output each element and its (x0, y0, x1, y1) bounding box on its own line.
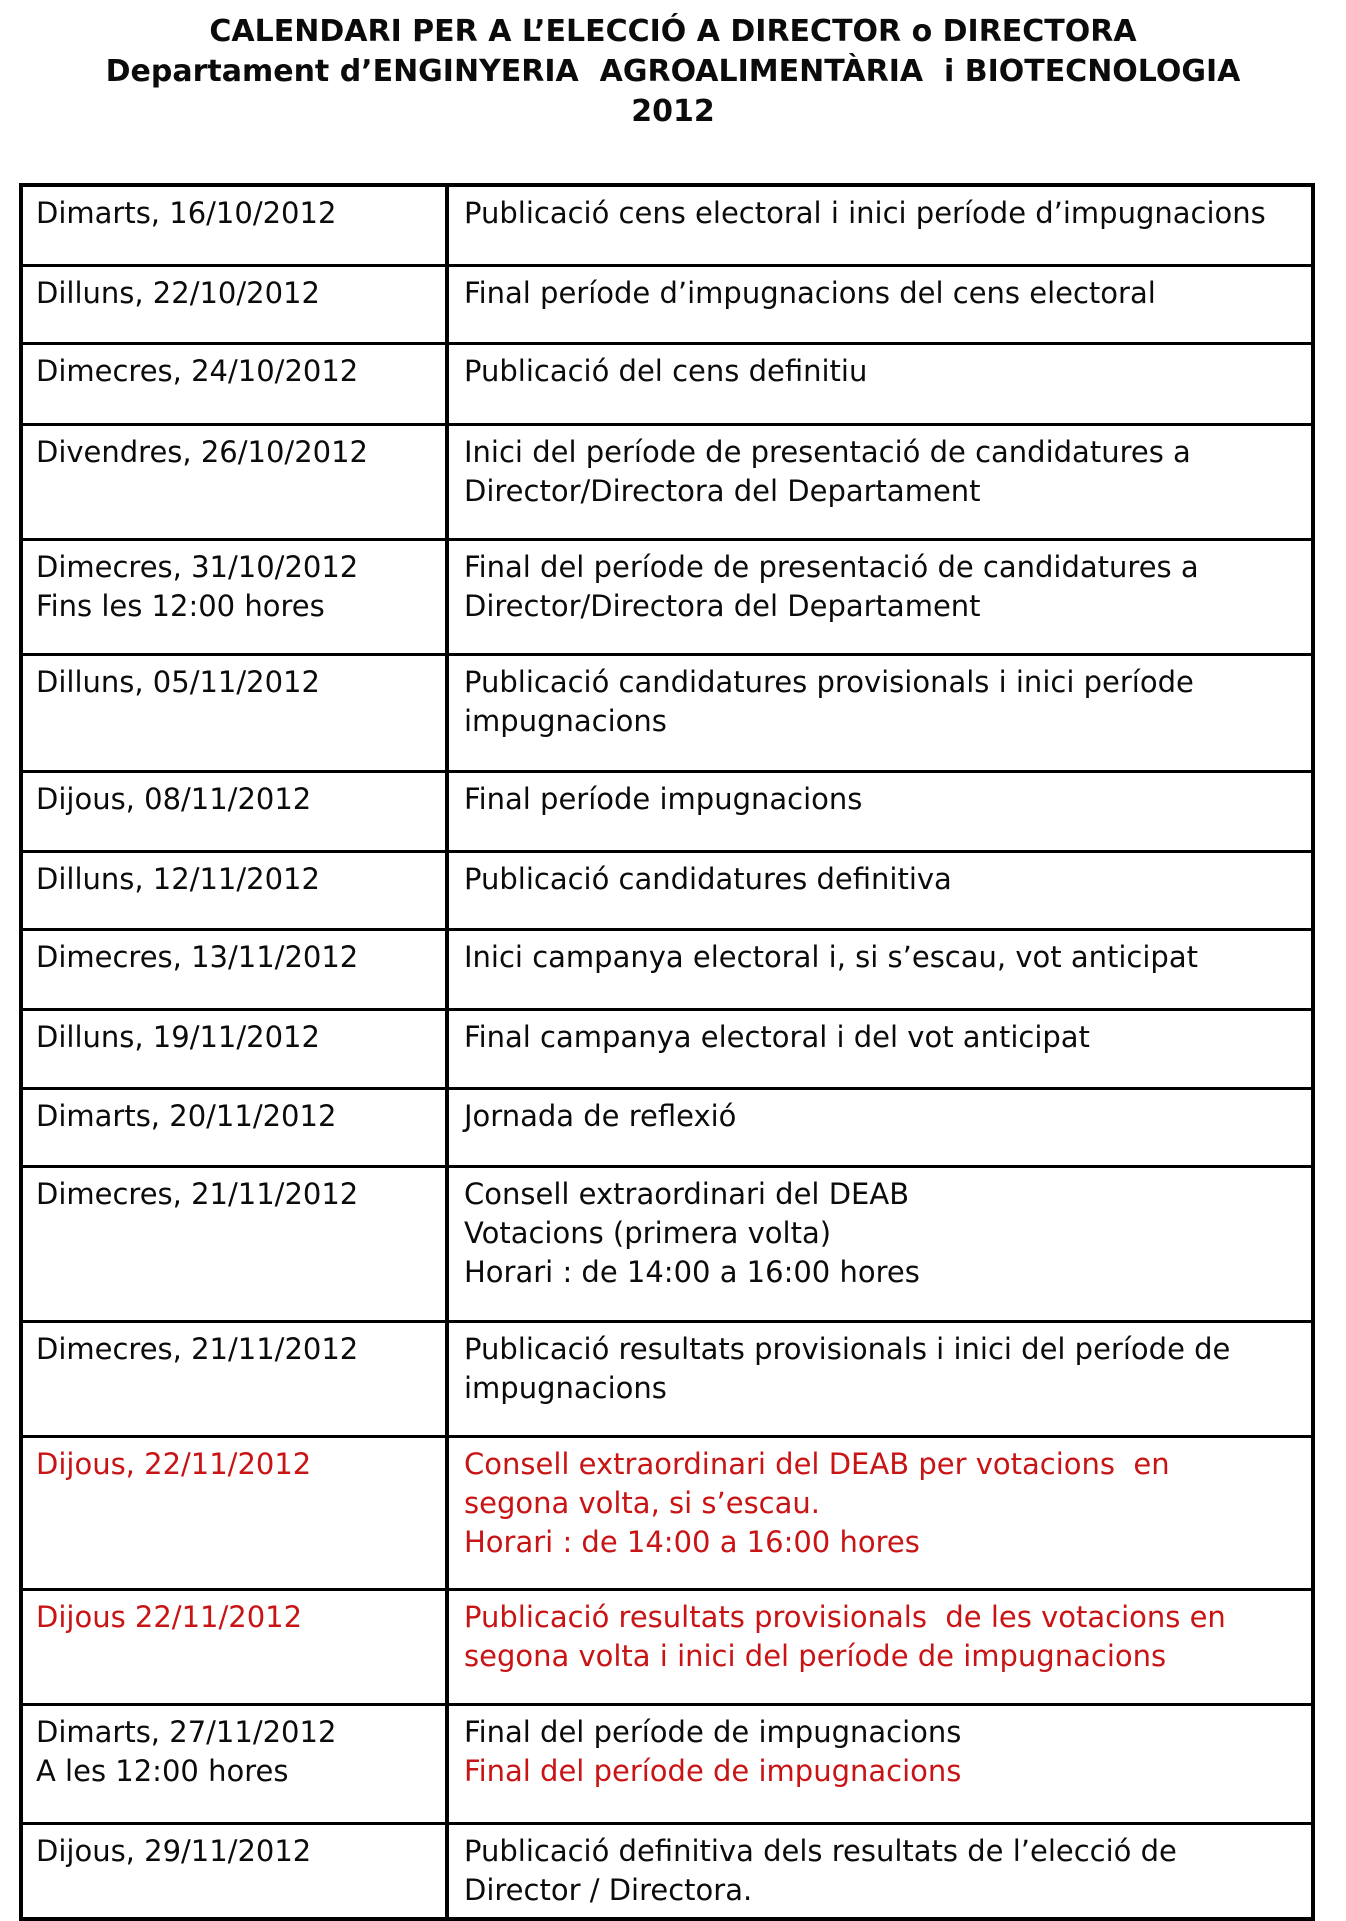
event-line: Inici campanya electoral i, si s’escau, vot anticipat (464, 939, 1198, 974)
event-line: Consell extraordinari del DEAB per votacions en (464, 1446, 1170, 1481)
date-cell (21, 851, 447, 929)
table-row (21, 343, 1313, 424)
date-cell (21, 1009, 447, 1088)
table-row (21, 1823, 1313, 1919)
table-row (21, 1589, 1313, 1704)
event-cell (447, 654, 1313, 771)
date-cell (21, 1436, 447, 1589)
date-line: Dilluns, 12/11/2012 (36, 861, 320, 896)
event-line: Publicació definitiva dels resultats de l’elecció de (464, 1833, 1177, 1868)
event-cell (447, 1704, 1313, 1823)
event-line: Publicació resultats provisionals i inici del període de (464, 1331, 1231, 1366)
event-line: Votacions (primera volta) (464, 1215, 832, 1250)
date-line: Dijous, 22/11/2012 (36, 1446, 312, 1481)
event-line: Director/Directora del Departament (464, 588, 981, 623)
event-line: Final del període de impugnacions (464, 1714, 962, 1749)
event-cell (447, 539, 1313, 654)
event-cell (447, 185, 1313, 265)
event-line: Horari : de 14:00 a 16:00 hores (464, 1254, 920, 1289)
event-line: Publicació del cens definitiu (464, 353, 868, 388)
event-cell (447, 1321, 1313, 1436)
table-row (21, 1009, 1313, 1088)
event-line: Final del període de presentació de candidatures a (464, 549, 1199, 584)
event-line: Publicació cens electoral i inici període d’impugnacions (464, 196, 1266, 230)
table-row (21, 1088, 1313, 1166)
date-cell (21, 185, 447, 265)
date-cell (21, 265, 447, 343)
table-row (21, 929, 1313, 1009)
date-cell (21, 654, 447, 771)
event-line: Publicació resultats provisionals de les votacions en (464, 1599, 1226, 1634)
date-line: Dimecres, 21/11/2012 (36, 1331, 359, 1366)
event-line: Inici del període de presentació de candidatures a (464, 434, 1191, 469)
event-cell (447, 929, 1313, 1009)
date-line: Dimarts, 16/10/2012 (36, 196, 337, 230)
date-cell (21, 1321, 447, 1436)
event-cell (447, 1166, 1313, 1321)
date-line: Dimecres, 24/10/2012 (36, 353, 359, 388)
date-line: Dijous, 29/11/2012 (36, 1833, 312, 1868)
document-title-line-1: CALENDARI PER A L’ELECCIÓ A DIRECTOR o DIRECTORA (209, 14, 1137, 49)
table-row (21, 771, 1313, 851)
calendar-table-body (21, 185, 1313, 1919)
table-row (21, 1436, 1313, 1589)
event-line: segona volta i inici del període de impugnacions (464, 1638, 1167, 1673)
date-cell (21, 424, 447, 539)
event-cell (447, 1589, 1313, 1704)
calendar-table (19, 183, 1315, 1921)
document-title-line-2: Departament d’ENGINYERIA AGROALIMENTÀRIA i BIOTECNOLOGIA (105, 54, 1241, 89)
date-cell (21, 539, 447, 654)
date-cell (21, 929, 447, 1009)
event-cell (447, 343, 1313, 424)
date-line: Dilluns, 22/10/2012 (36, 275, 320, 310)
table-row (21, 1166, 1313, 1321)
date-line: Dijous 22/11/2012 (36, 1599, 303, 1634)
date-cell (21, 1166, 447, 1321)
date-line: Dimecres, 21/11/2012 (36, 1176, 359, 1211)
date-line: Dilluns, 19/11/2012 (36, 1019, 320, 1054)
event-line: Publicació candidatures provisionals i inici període (464, 664, 1194, 699)
event-line: Consell extraordinari del DEAB (464, 1176, 910, 1211)
date-line: Dijous, 08/11/2012 (36, 781, 312, 816)
event-line: impugnacions (464, 1370, 667, 1405)
date-line: Divendres, 26/10/2012 (36, 434, 368, 469)
table-row (21, 539, 1313, 654)
document-header (0, 0, 1346, 132)
date-line: Fins les 12:00 hores (36, 588, 325, 623)
date-cell (21, 1823, 447, 1919)
event-cell (447, 771, 1313, 851)
date-cell (21, 343, 447, 424)
event-cell (447, 1823, 1313, 1919)
event-line: impugnacions (464, 703, 667, 738)
table-row (21, 185, 1313, 265)
date-cell (21, 1088, 447, 1166)
table-row (21, 1704, 1313, 1823)
event-line: Final període impugnacions (464, 781, 863, 816)
date-line: Dimecres, 13/11/2012 (36, 939, 359, 974)
table-row (21, 851, 1313, 929)
date-line: A les 12:00 hores (36, 1753, 289, 1788)
event-cell (447, 1436, 1313, 1589)
event-cell (447, 265, 1313, 343)
table-row (21, 265, 1313, 343)
event-line: Jornada de reflexió (464, 1098, 737, 1133)
date-cell (21, 1589, 447, 1704)
event-line: Final del període de impugnacions (464, 1753, 962, 1788)
document-title-line-3: 2012 (631, 94, 715, 129)
event-cell (447, 424, 1313, 539)
event-cell (447, 851, 1313, 929)
date-line: Dimarts, 20/11/2012 (36, 1098, 337, 1133)
table-row (21, 1321, 1313, 1436)
table-row (21, 654, 1313, 771)
event-line: Director / Directora. (464, 1872, 753, 1907)
date-cell (21, 771, 447, 851)
date-line: Dimarts, 27/11/2012 (36, 1714, 337, 1749)
event-line: Publicació candidatures definitiva (464, 861, 952, 896)
event-line: Final període d’impugnacions del cens electoral (464, 275, 1156, 310)
event-cell (447, 1088, 1313, 1166)
event-line: Director/Directora del Departament (464, 473, 981, 508)
event-line: segona volta, si s’escau. (464, 1485, 820, 1520)
date-line: Dimecres, 31/10/2012 (36, 549, 359, 584)
date-line: Dilluns, 05/11/2012 (36, 664, 320, 699)
event-cell (447, 1009, 1313, 1088)
event-line: Horari : de 14:00 a 16:00 hores (464, 1524, 920, 1559)
date-cell (21, 1704, 447, 1823)
event-line: Final campanya electoral i del vot anticipat (464, 1019, 1090, 1054)
table-row (21, 424, 1313, 539)
